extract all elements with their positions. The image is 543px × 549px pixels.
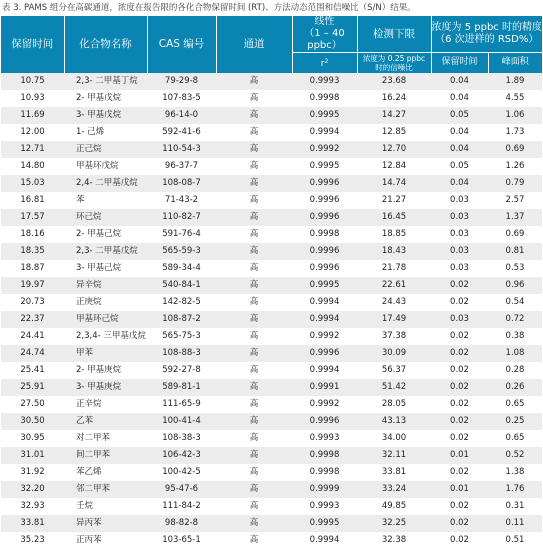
precision-rt-cell: 0.03: [431, 209, 488, 226]
channel-cell: 高: [216, 430, 292, 447]
precision-rt-cell: 0.02: [431, 532, 488, 549]
r-squared-label: r: [320, 58, 325, 69]
r-squared-superscript: 2: [324, 57, 329, 65]
retention-time-cell: 18.16: [1, 226, 64, 243]
signal-to-noise-cell: 16.24: [357, 90, 431, 107]
retention-time-cell: 24.74: [1, 345, 64, 362]
retention-time-cell: 14.80: [1, 158, 64, 175]
precision-rt-cell: 0.05: [431, 107, 488, 124]
channel-cell: 高: [216, 260, 292, 277]
compound-name-cell: 异辛烷: [64, 277, 147, 294]
r-squared-cell: 0.9998: [292, 447, 357, 464]
header-channel: 通道: [216, 16, 292, 73]
cas-number-cell: 100-42-5: [147, 464, 216, 481]
precision-area-cell: 0.31: [488, 498, 542, 515]
compound-name-cell: 正丙苯: [64, 532, 147, 549]
retention-time-cell: 27.50: [1, 396, 64, 413]
precision-rt-cell: 0.02: [431, 328, 488, 345]
cas-number-cell: 71-43-2: [147, 192, 216, 209]
table-row: [1, 311, 542, 328]
signal-to-noise-cell: 17.49: [357, 311, 431, 328]
retention-time-cell: 25.91: [1, 379, 64, 396]
table-row: [1, 498, 542, 515]
header-precision: 浓度为 5 ppbc 时的精度 （6 次进样的 RSD%）: [431, 16, 542, 53]
precision-area-cell: 0.65: [488, 396, 542, 413]
header-signal-to-noise: 浓度为 0.25 ppbc 时的信噪比: [357, 53, 431, 73]
precision-area-cell: 1.37: [488, 209, 542, 226]
channel-cell: 高: [216, 192, 292, 209]
signal-to-noise-cell: 16.45: [357, 209, 431, 226]
precision-rt-cell: 0.02: [431, 379, 488, 396]
precision-rt-cell: 0.03: [431, 243, 488, 260]
header-precision-rt: 保留时间: [431, 53, 488, 73]
r-squared-cell: 0.9995: [292, 158, 357, 175]
retention-time-cell: 32.93: [1, 498, 64, 515]
retention-time-cell: 33.81: [1, 515, 64, 532]
table-row: [1, 379, 542, 396]
precision-rt-cell: 0.02: [431, 294, 488, 311]
channel-cell: 高: [216, 498, 292, 515]
compound-name-cell: 正庚烷: [64, 294, 147, 311]
table-row: [1, 277, 542, 294]
r-squared-cell: 0.9994: [292, 362, 357, 379]
compound-name-cell: 苯乙烯: [64, 464, 147, 481]
retention-time-cell: 10.75: [1, 73, 64, 90]
compound-name-cell: 3- 甲基庚烷: [64, 379, 147, 396]
table-row: [1, 243, 542, 260]
channel-cell: 高: [216, 396, 292, 413]
precision-rt-cell: 0.04: [431, 141, 488, 158]
r-squared-cell: 0.9992: [292, 328, 357, 345]
r-squared-cell: 0.9994: [292, 532, 357, 549]
table-row: [1, 481, 542, 498]
table-row: [1, 260, 542, 277]
precision-area-cell: 0.38: [488, 328, 542, 345]
table-row: [1, 532, 542, 549]
cas-number-cell: 96-14-0: [147, 107, 216, 124]
table-row: [1, 124, 542, 141]
table-caption: 表 3. PAMS 组分在高碳通道，浓度在报告限的各化合物保留时间 (RT)、方法动态范围和信噪比（S/N）结果。: [2, 3, 416, 13]
compound-name-cell: 甲苯: [64, 345, 147, 362]
r-squared-cell: 0.9993: [292, 498, 357, 515]
table-row: [1, 396, 542, 413]
compound-name-cell: 正己烷: [64, 141, 147, 158]
channel-cell: 高: [216, 294, 292, 311]
signal-to-noise-cell: 12.84: [357, 158, 431, 175]
compound-name-cell: 环己烷: [64, 209, 147, 226]
signal-to-noise-cell: 33.24: [357, 481, 431, 498]
channel-cell: 高: [216, 124, 292, 141]
precision-rt-cell: 0.04: [431, 90, 488, 107]
channel-cell: 高: [216, 362, 292, 379]
r-squared-cell: 0.9993: [292, 73, 357, 90]
precision-rt-cell: 0.02: [431, 277, 488, 294]
signal-to-noise-cell: 21.27: [357, 192, 431, 209]
retention-time-cell: 15.03: [1, 175, 64, 192]
cas-number-cell: 98-82-8: [147, 515, 216, 532]
cas-number-cell: 565-59-3: [147, 243, 216, 260]
precision-rt-cell: 0.02: [431, 413, 488, 430]
precision-rt-cell: 0.01: [431, 481, 488, 498]
results-table: [1, 16, 542, 549]
compound-name-cell: 2,3,4- 三甲基戊烷: [64, 328, 147, 345]
signal-to-noise-cell: 37.38: [357, 328, 431, 345]
precision-area-cell: 1.26: [488, 158, 542, 175]
compound-name-cell: 正辛烷: [64, 396, 147, 413]
precision-rt-cell: 0.01: [431, 447, 488, 464]
table-row: [1, 73, 542, 90]
r-squared-cell: 0.9998: [292, 226, 357, 243]
precision-rt-cell: 0.03: [431, 260, 488, 277]
signal-to-noise-cell: 32.25: [357, 515, 431, 532]
cas-number-cell: 589-81-1: [147, 379, 216, 396]
compound-name-cell: 间二甲苯: [64, 447, 147, 464]
channel-cell: 高: [216, 277, 292, 294]
precision-rt-cell: 0.02: [431, 515, 488, 532]
compound-name-cell: 2,4- 二甲基戊烷: [64, 175, 147, 192]
precision-area-cell: 0.26: [488, 379, 542, 396]
r-squared-cell: 0.9996: [292, 345, 357, 362]
r-squared-cell: 0.9996: [292, 175, 357, 192]
table-row: [1, 158, 542, 175]
precision-rt-cell: 0.04: [431, 175, 488, 192]
cas-number-cell: 540-84-1: [147, 277, 216, 294]
signal-to-noise-cell: 22.61: [357, 277, 431, 294]
precision-area-cell: 0.81: [488, 243, 542, 260]
signal-to-noise-cell: 51.42: [357, 379, 431, 396]
r-squared-cell: 0.9991: [292, 379, 357, 396]
cas-number-cell: 107-83-5: [147, 90, 216, 107]
r-squared-cell: 0.9998: [292, 464, 357, 481]
header-compound-name: 化合物名称: [64, 16, 147, 73]
table-row: [1, 345, 542, 362]
signal-to-noise-cell: 21.78: [357, 260, 431, 277]
compound-name-cell: 对二甲苯: [64, 430, 147, 447]
compound-name-cell: 2,3- 二甲基丁烷: [64, 73, 147, 90]
r-squared-cell: 0.9995: [292, 107, 357, 124]
signal-to-noise-cell: 32.11: [357, 447, 431, 464]
channel-cell: 高: [216, 226, 292, 243]
table-row: [1, 430, 542, 447]
cas-number-cell: 592-41-6: [147, 124, 216, 141]
r-squared-cell: 0.9994: [292, 294, 357, 311]
cas-number-cell: 142-82-5: [147, 294, 216, 311]
r-squared-cell: 0.9999: [292, 481, 357, 498]
r-squared-cell: 0.9992: [292, 141, 357, 158]
retention-time-cell: 32.20: [1, 481, 64, 498]
r-squared-cell: 0.9994: [292, 311, 357, 328]
cas-number-cell: 106-42-3: [147, 447, 216, 464]
channel-cell: 高: [216, 175, 292, 192]
channel-cell: 高: [216, 311, 292, 328]
cas-number-cell: 110-54-3: [147, 141, 216, 158]
r-squared-cell: 0.9996: [292, 243, 357, 260]
cas-number-cell: 79-29-8: [147, 73, 216, 90]
precision-area-cell: 0.69: [488, 226, 542, 243]
signal-to-noise-cell: 33.81: [357, 464, 431, 481]
precision-rt-cell: 0.02: [431, 430, 488, 447]
retention-time-cell: 12.00: [1, 124, 64, 141]
table-row: [1, 226, 542, 243]
table-row: [1, 362, 542, 379]
r-squared-cell: 0.9996: [292, 209, 357, 226]
compound-name-cell: 邻二甲苯: [64, 481, 147, 498]
table-row: [1, 90, 542, 107]
channel-cell: 高: [216, 532, 292, 549]
compound-name-cell: 2- 甲基己烷: [64, 226, 147, 243]
channel-cell: 高: [216, 328, 292, 345]
channel-cell: 高: [216, 209, 292, 226]
retention-time-cell: 30.50: [1, 413, 64, 430]
channel-cell: 高: [216, 447, 292, 464]
header-cas-number: CAS 编号: [147, 16, 216, 73]
precision-area-cell: 0.53: [488, 260, 542, 277]
retention-time-cell: 11.69: [1, 107, 64, 124]
r-squared-cell: 0.9996: [292, 413, 357, 430]
precision-area-cell: 0.96: [488, 277, 542, 294]
precision-area-cell: 0.11: [488, 515, 542, 532]
table-body: [1, 73, 542, 549]
precision-rt-cell: 0.03: [431, 192, 488, 209]
table-row: [1, 107, 542, 124]
cas-number-cell: 591-76-4: [147, 226, 216, 243]
precision-rt-cell: 0.02: [431, 345, 488, 362]
channel-cell: 高: [216, 158, 292, 175]
signal-to-noise-cell: 28.05: [357, 396, 431, 413]
precision-area-cell: 1.38: [488, 464, 542, 481]
compound-name-cell: 异丙苯: [64, 515, 147, 532]
table-row: [1, 328, 542, 345]
table-row: [1, 141, 542, 158]
compound-name-cell: 2- 甲基庚烷: [64, 362, 147, 379]
precision-area-cell: 1.89: [488, 73, 542, 90]
r-squared-cell: 0.9998: [292, 90, 357, 107]
compound-name-cell: 苯: [64, 192, 147, 209]
cas-number-cell: 96-37-7: [147, 158, 216, 175]
compound-name-cell: 2,3- 二甲基戊烷: [64, 243, 147, 260]
precision-rt-cell: 0.02: [431, 498, 488, 515]
retention-time-cell: 18.35: [1, 243, 64, 260]
header-retention-time: 保留时间: [1, 16, 64, 73]
channel-cell: 高: [216, 515, 292, 532]
compound-name-cell: 壬烷: [64, 498, 147, 515]
table-row: [1, 209, 542, 226]
header-linearity: 线性 （1 – 40 ppbc）: [292, 16, 357, 53]
r-squared-cell: 0.9994: [292, 124, 357, 141]
channel-cell: 高: [216, 464, 292, 481]
precision-area-cell: 1.73: [488, 124, 542, 141]
cas-number-cell: 100-41-4: [147, 413, 216, 430]
compound-name-cell: 甲基环己烷: [64, 311, 147, 328]
channel-cell: 高: [216, 379, 292, 396]
retention-time-cell: 12.71: [1, 141, 64, 158]
precision-rt-cell: 0.02: [431, 362, 488, 379]
cas-number-cell: 111-84-2: [147, 498, 216, 515]
precision-rt-cell: 0.05: [431, 158, 488, 175]
precision-area-cell: 0.25: [488, 413, 542, 430]
retention-time-cell: 24.41: [1, 328, 64, 345]
precision-rt-cell: 0.04: [431, 73, 488, 90]
compound-name-cell: 甲基环戊烷: [64, 158, 147, 175]
cas-number-cell: 589-34-4: [147, 260, 216, 277]
r-squared-cell: 0.9996: [292, 260, 357, 277]
signal-to-noise-cell: 24.43: [357, 294, 431, 311]
precision-area-cell: 0.51: [488, 532, 542, 549]
signal-to-noise-cell: 34.00: [357, 430, 431, 447]
precision-area-cell: 0.54: [488, 294, 542, 311]
retention-time-cell: 20.73: [1, 294, 64, 311]
channel-cell: 高: [216, 141, 292, 158]
signal-to-noise-cell: 56.37: [357, 362, 431, 379]
signal-to-noise-cell: 23.68: [357, 73, 431, 90]
cas-number-cell: 108-38-3: [147, 430, 216, 447]
precision-area-cell: 1.06: [488, 107, 542, 124]
signal-to-noise-cell: 14.27: [357, 107, 431, 124]
compound-name-cell: 1- 己烯: [64, 124, 147, 141]
cas-number-cell: 103-65-1: [147, 532, 216, 549]
precision-rt-cell: 0.03: [431, 311, 488, 328]
r-squared-cell: 0.9995: [292, 277, 357, 294]
header-precision-area: 峰面积: [488, 53, 542, 73]
retention-time-cell: 17.57: [1, 209, 64, 226]
signal-to-noise-cell: 18.85: [357, 226, 431, 243]
table-row: [1, 294, 542, 311]
cas-number-cell: 111-65-9: [147, 396, 216, 413]
r-squared-cell: 0.9993: [292, 430, 357, 447]
precision-rt-cell: 0.03: [431, 226, 488, 243]
precision-area-cell: 4.55: [488, 90, 542, 107]
signal-to-noise-cell: 49.85: [357, 498, 431, 515]
cas-number-cell: 108-08-7: [147, 175, 216, 192]
signal-to-noise-cell: 32.38: [357, 532, 431, 549]
cas-number-cell: 108-87-2: [147, 311, 216, 328]
cas-number-cell: 592-27-8: [147, 362, 216, 379]
signal-to-noise-cell: 43.13: [357, 413, 431, 430]
channel-cell: 高: [216, 73, 292, 90]
precision-area-cell: 0.65: [488, 430, 542, 447]
precision-area-cell: 0.52: [488, 447, 542, 464]
table-row: [1, 413, 542, 430]
precision-area-cell: 1.76: [488, 481, 542, 498]
r-squared-cell: 0.9995: [292, 515, 357, 532]
cas-number-cell: 565-75-3: [147, 328, 216, 345]
header-r-squared: [292, 53, 357, 73]
compound-name-cell: 乙苯: [64, 413, 147, 430]
channel-cell: 高: [216, 107, 292, 124]
retention-time-cell: 22.37: [1, 311, 64, 328]
retention-time-cell: 25.41: [1, 362, 64, 379]
cas-number-cell: 110-82-7: [147, 209, 216, 226]
precision-area-cell: 0.28: [488, 362, 542, 379]
r-squared-cell: 0.9996: [292, 192, 357, 209]
retention-time-cell: 30.95: [1, 430, 64, 447]
compound-name-cell: 2- 甲基戊烷: [64, 90, 147, 107]
retention-time-cell: 35.23: [1, 532, 64, 549]
table-row: [1, 192, 542, 209]
header-detection-limit: 检测下限: [357, 16, 431, 53]
channel-cell: 高: [216, 481, 292, 498]
table-row: [1, 515, 542, 532]
precision-area-cell: 1.08: [488, 345, 542, 362]
retention-time-cell: 16.81: [1, 192, 64, 209]
signal-to-noise-cell: 18.43: [357, 243, 431, 260]
precision-rt-cell: 0.04: [431, 124, 488, 141]
signal-to-noise-cell: 30.09: [357, 345, 431, 362]
channel-cell: 高: [216, 243, 292, 260]
signal-to-noise-cell: 12.85: [357, 124, 431, 141]
channel-cell: 高: [216, 90, 292, 107]
precision-area-cell: 0.79: [488, 175, 542, 192]
retention-time-cell: 31.01: [1, 447, 64, 464]
compound-name-cell: 3- 甲基戊烷: [64, 107, 147, 124]
signal-to-noise-cell: 14.74: [357, 175, 431, 192]
precision-area-cell: 0.72: [488, 311, 542, 328]
channel-cell: 高: [216, 413, 292, 430]
retention-time-cell: 31.92: [1, 464, 64, 481]
compound-name-cell: 3- 甲基己烷: [64, 260, 147, 277]
table-row: [1, 447, 542, 464]
precision-area-cell: 0.69: [488, 141, 542, 158]
r-squared-cell: 0.9992: [292, 396, 357, 413]
retention-time-cell: 10.93: [1, 90, 64, 107]
cas-number-cell: 95-47-6: [147, 481, 216, 498]
table-row: [1, 175, 542, 192]
channel-cell: 高: [216, 345, 292, 362]
precision-area-cell: 2.57: [488, 192, 542, 209]
table-row: [1, 464, 542, 481]
retention-time-cell: 19.97: [1, 277, 64, 294]
precision-rt-cell: 0.02: [431, 464, 488, 481]
precision-rt-cell: 0.02: [431, 396, 488, 413]
signal-to-noise-cell: 12.70: [357, 141, 431, 158]
retention-time-cell: 18.87: [1, 260, 64, 277]
cas-number-cell: 108-88-3: [147, 345, 216, 362]
